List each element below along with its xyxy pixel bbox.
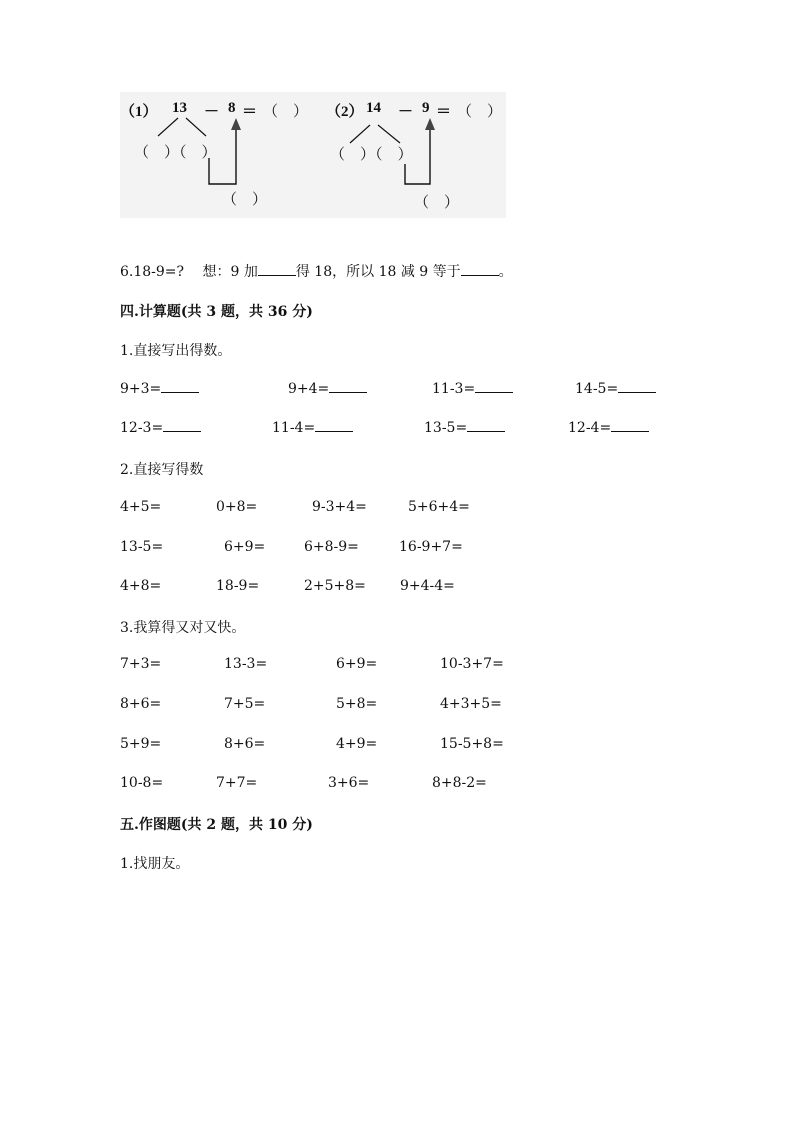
exercise-item: 8+6= — [120, 696, 162, 712]
exercise-item: 13-5= — [120, 539, 164, 555]
q6-blank-1[interactable] — [258, 275, 296, 276]
exercise-item: 10-3+7= — [440, 656, 504, 672]
exercise-item: 4+8= — [120, 578, 162, 594]
exercise-item: 9+4= — [288, 381, 367, 397]
exercise-item: 8+6= — [224, 736, 266, 752]
q6-mid: 得 18，所以 18 减 9 等于 — [295, 264, 461, 280]
left-minus: － — [204, 104, 220, 120]
left-arrow-icon — [231, 118, 241, 130]
exercise-item: 12-4= — [568, 420, 649, 436]
answer-blank[interactable] — [611, 431, 649, 432]
section-5-title: 五.作图题(共 2 题，共 10 分) — [120, 817, 313, 833]
section-4-p2-title: 2.直接写得数 — [120, 462, 204, 478]
answer-blank[interactable] — [618, 392, 656, 393]
section-5-p1-title: 1.找朋友。 — [120, 856, 190, 872]
right-branch-line-1 — [350, 125, 370, 143]
right-answer-blank: （ ） — [457, 104, 503, 120]
q6-blank-2[interactable] — [461, 275, 499, 276]
right-bottom-blank: （ ） — [414, 195, 460, 211]
exercise-item: 4+3+5= — [440, 696, 502, 712]
exercise-item: 3+6= — [328, 775, 370, 791]
right-minus: － — [398, 104, 414, 120]
exercise-item: 7+5= — [224, 696, 266, 712]
exercise-item: 0+8= — [216, 499, 258, 515]
exercise-item: 15-5+8= — [440, 736, 504, 752]
exercise-item: 5+9= — [120, 736, 162, 752]
right-minuend: 14 — [366, 100, 381, 116]
answer-blank[interactable] — [475, 392, 513, 393]
exercise-item: 2+5+8= — [304, 578, 366, 594]
q6-end: 。 — [498, 264, 513, 280]
exercise-item: 5+8= — [336, 696, 378, 712]
answer-blank[interactable] — [329, 392, 367, 393]
exercise-item: 18-9= — [216, 578, 260, 594]
exercise-item: 13-3= — [224, 656, 268, 672]
exercise-item: 6+9= — [336, 656, 378, 672]
exercise-item: 8+8-2= — [432, 775, 487, 791]
exercise-item: 9+3= — [120, 381, 199, 397]
right-subtrahend: 9 — [422, 100, 430, 116]
right-equals: ＝ — [436, 104, 452, 120]
exercise-item: 10-8= — [120, 775, 164, 791]
exercise-item: 12-3= — [120, 420, 201, 436]
exercise-item: 11-4= — [272, 420, 353, 436]
right-split-blanks: （ ）（ ） — [330, 147, 413, 163]
exercise-item: 11-3= — [432, 381, 513, 397]
section-4-p3-title: 3.我算得又对又快。 — [120, 620, 246, 636]
exercise-item: 6+9= — [224, 539, 266, 555]
exercise-item: 13-5= — [424, 420, 505, 436]
left-bottom-blank: （ ） — [222, 192, 268, 208]
exercise-item: 5+6+4= — [408, 499, 470, 515]
exercise-item: 9-3+4= — [312, 499, 367, 515]
left-branch-line-2 — [186, 118, 206, 136]
answer-blank[interactable] — [163, 431, 201, 432]
exercise-item: 6+8-9= — [304, 539, 359, 555]
decomposition-figure — [120, 92, 506, 218]
exercise-item: 16-9+7= — [399, 539, 463, 555]
left-answer-blank: （ ） — [263, 104, 309, 120]
left-split-blanks: （ ）（ ） — [134, 145, 217, 161]
exercise-item: 14-5= — [575, 381, 656, 397]
left-subtrahend: 8 — [228, 100, 236, 116]
exercise-item: 9+4-4= — [400, 578, 455, 594]
right-arrow-icon — [425, 118, 435, 130]
answer-blank[interactable] — [315, 431, 353, 432]
right-label: （2） — [326, 104, 364, 120]
left-equals: ＝ — [242, 104, 258, 120]
section-4-p1-title: 1.直接写出得数。 — [120, 343, 232, 359]
exercise-item: 7+3= — [120, 656, 162, 672]
section-4-title: 四.计算题(共 3 题，共 36 分) — [120, 304, 313, 320]
left-minuend: 13 — [172, 100, 187, 116]
right-branch-line-2 — [378, 125, 400, 143]
q6-prefix: 6.18-9=? 想：9 加 — [120, 264, 258, 280]
answer-blank[interactable] — [467, 431, 505, 432]
question-6 — [120, 261, 513, 281]
left-label: （1） — [120, 104, 158, 120]
left-branch-line-1 — [158, 118, 178, 136]
exercise-item: 7+7= — [216, 775, 258, 791]
answer-blank[interactable] — [161, 392, 199, 393]
exercise-item: 4+9= — [336, 736, 378, 752]
exercise-item: 4+5= — [120, 499, 162, 515]
